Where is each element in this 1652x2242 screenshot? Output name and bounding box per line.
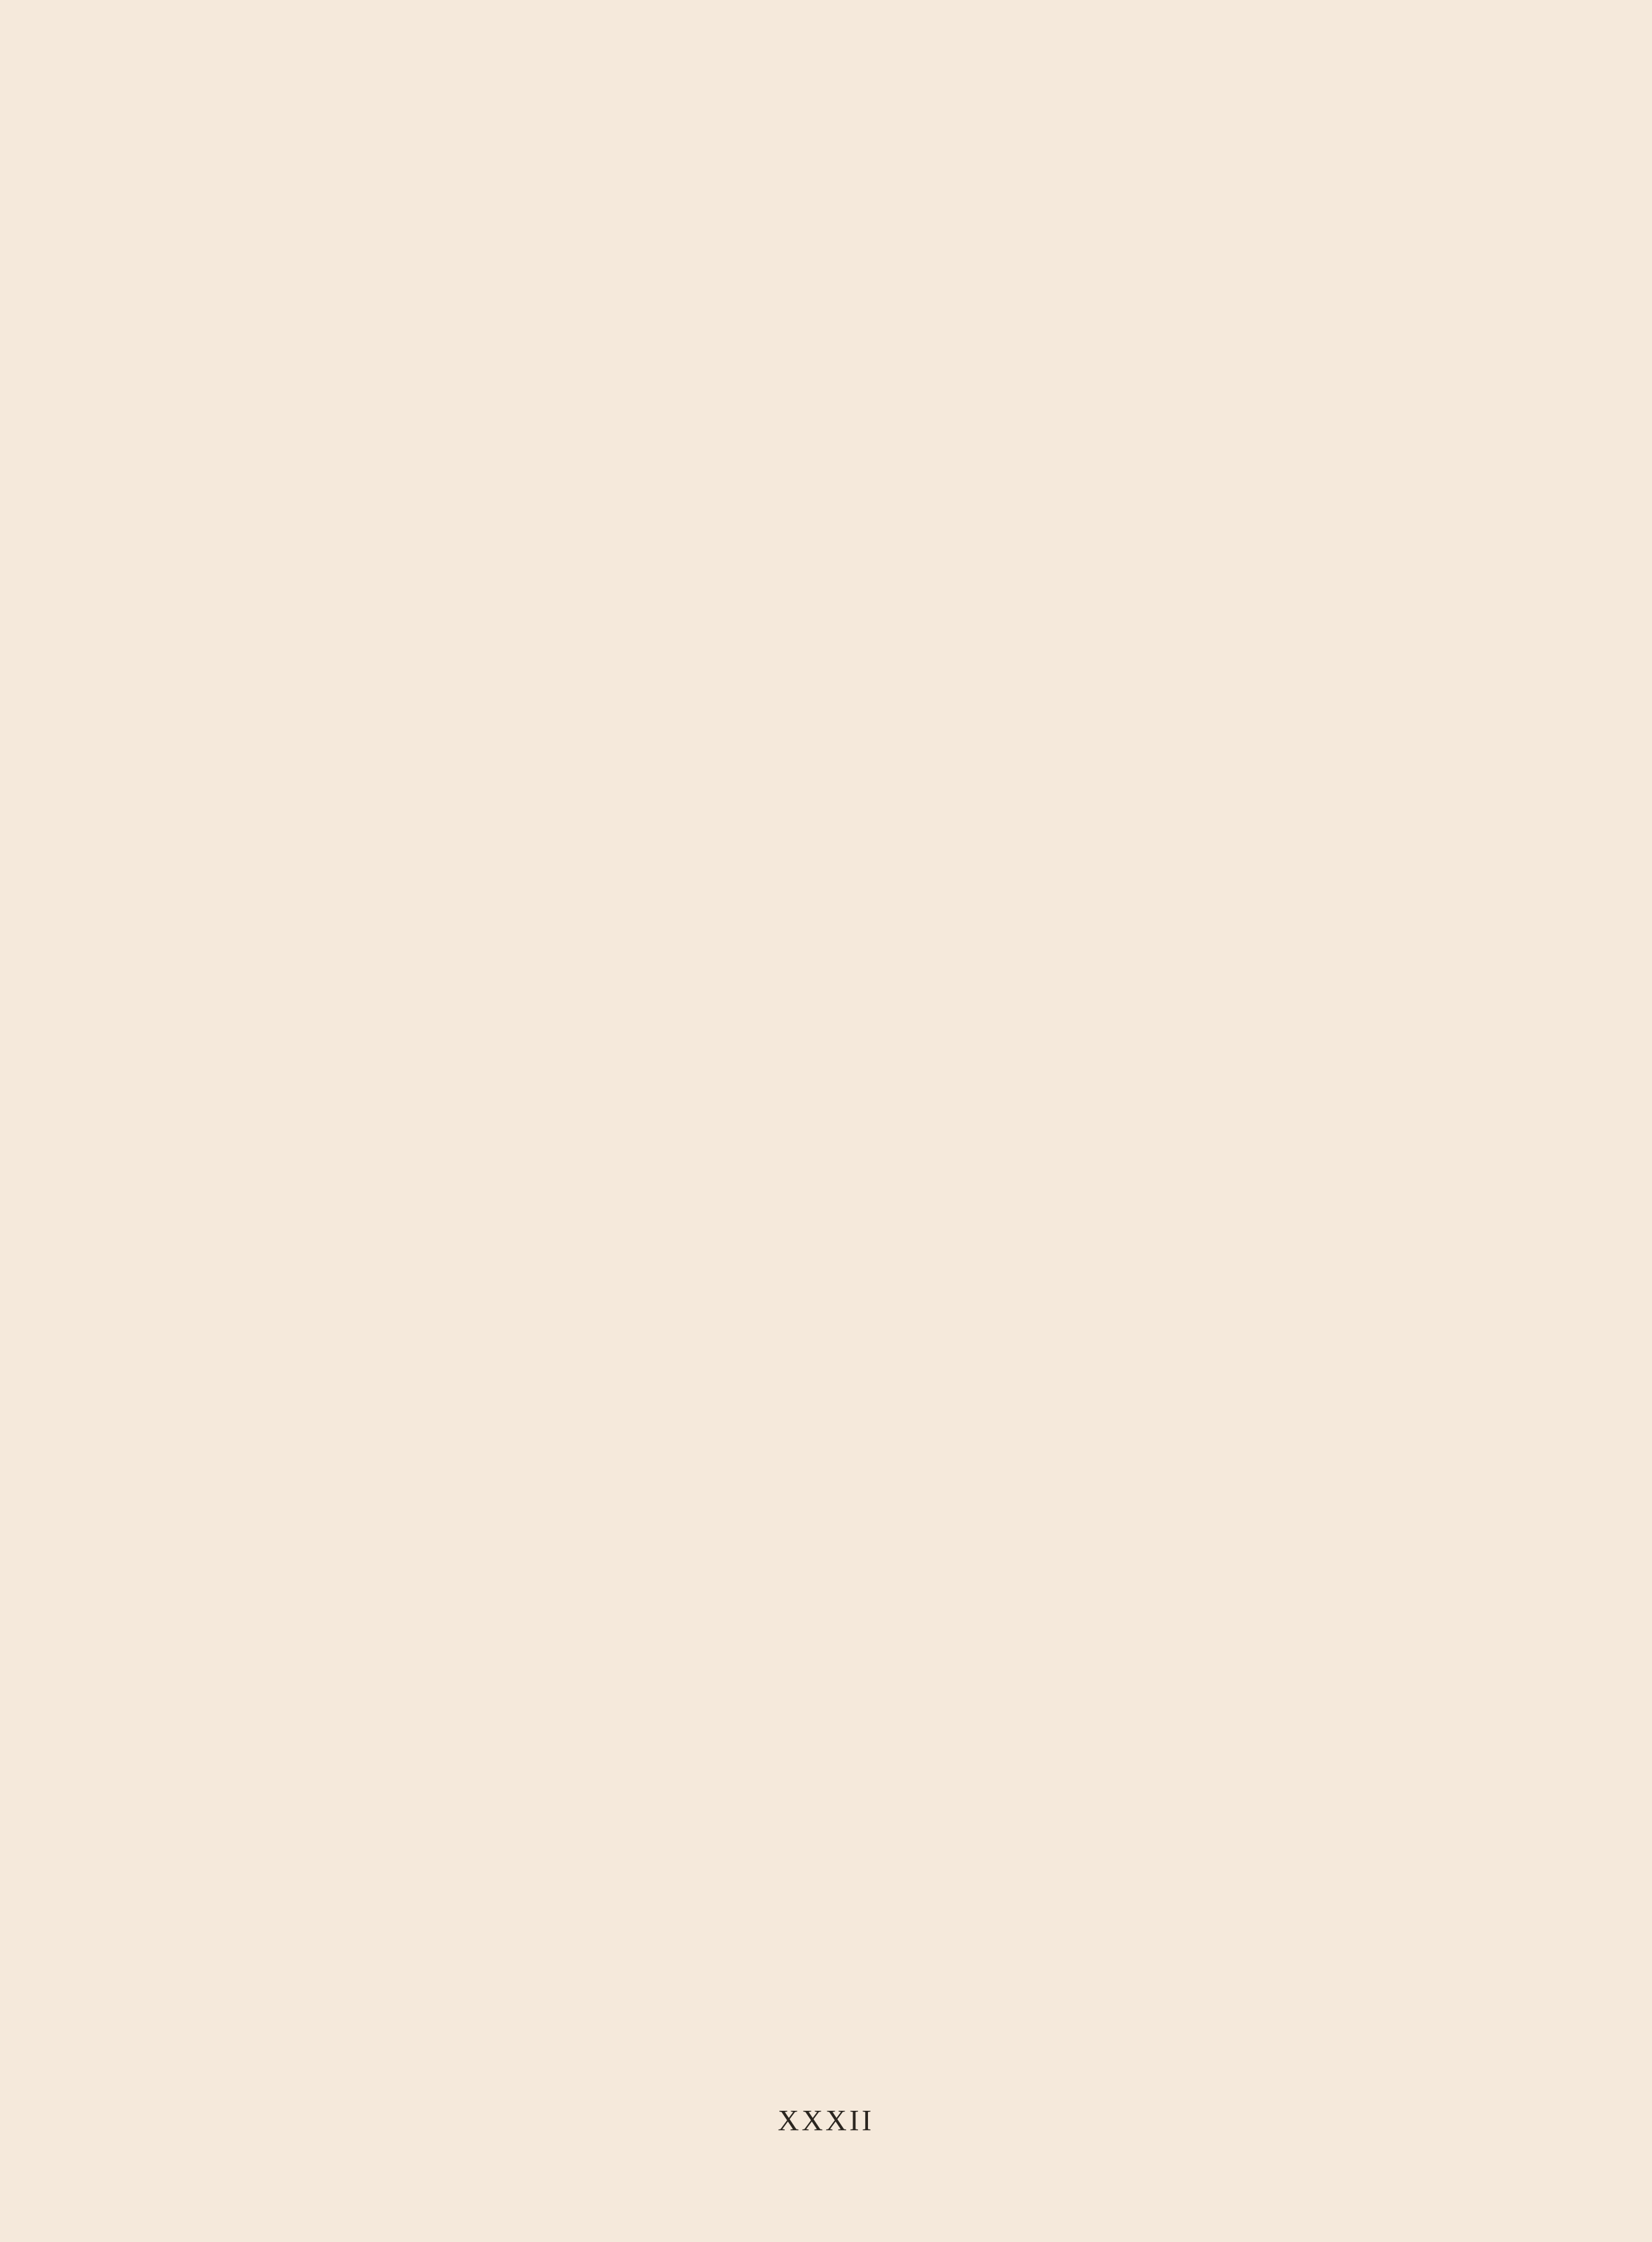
toc-list — [0, 178, 1652, 1996]
entry-page-number — [0, 843, 1360, 2242]
toc-index-row — [0, 1932, 1652, 1997]
folio-page-number: XXXII — [777, 2104, 875, 2137]
page-footer — [0, 2103, 1652, 2137]
